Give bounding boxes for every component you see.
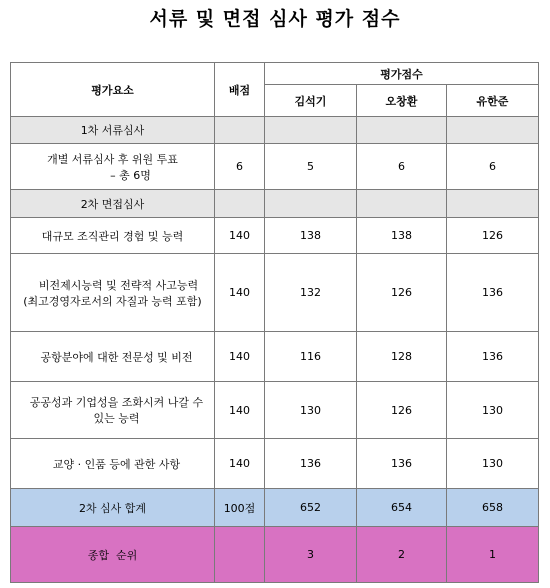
header-element: 평가요소 bbox=[11, 63, 215, 117]
row-score: 136 bbox=[447, 254, 539, 332]
rank-row bbox=[11, 527, 539, 583]
table-row bbox=[11, 439, 539, 489]
row-score: 138 bbox=[265, 218, 357, 254]
row-label: 비전제시능력 및 전략적 사고능력 (최고경영자로서의 자질과 능력 포함) bbox=[11, 254, 215, 332]
total-row bbox=[11, 489, 539, 527]
total-score: 652 bbox=[265, 489, 357, 527]
header-points: 배점 bbox=[215, 63, 265, 117]
row-points: 6 bbox=[215, 144, 265, 190]
total-score: 654 bbox=[357, 489, 447, 527]
row-score: 126 bbox=[447, 218, 539, 254]
row-score: 128 bbox=[357, 332, 447, 382]
row-label: 개별 서류심사 후 위원 투표 – 총 6명 bbox=[11, 144, 215, 190]
row-score: 130 bbox=[447, 382, 539, 439]
header-candidate-1: 김석기 bbox=[265, 85, 357, 117]
table-row bbox=[11, 382, 539, 439]
row-score: 6 bbox=[357, 144, 447, 190]
score-table bbox=[10, 62, 539, 583]
section-row-2 bbox=[11, 190, 539, 218]
rank-value: 1 bbox=[447, 527, 539, 583]
header-candidate-2: 오창환 bbox=[357, 85, 447, 117]
row-score: 136 bbox=[447, 332, 539, 382]
table-row bbox=[11, 218, 539, 254]
page-title: 서류 및 면접 심사 평가 점수 bbox=[149, 8, 401, 30]
row-label: 교양 · 인품 등에 관한 사항 bbox=[11, 439, 215, 489]
row-score: 6 bbox=[447, 144, 539, 190]
table-row bbox=[11, 254, 539, 332]
row-points: 140 bbox=[215, 254, 265, 332]
rank-value: 2 bbox=[357, 527, 447, 583]
row-score: 130 bbox=[265, 382, 357, 439]
header-scores: 평가점수 bbox=[265, 63, 539, 85]
row-points: 140 bbox=[215, 382, 265, 439]
row-points: 140 bbox=[215, 439, 265, 489]
total-label: 2차 심사 합계 bbox=[11, 489, 215, 527]
row-score: 126 bbox=[357, 382, 447, 439]
section-row-1 bbox=[11, 117, 539, 144]
table-row bbox=[11, 144, 539, 190]
header-row-1 bbox=[11, 63, 539, 85]
total-score: 658 bbox=[447, 489, 539, 527]
header-candidate-3: 유한준 bbox=[447, 85, 539, 117]
row-points: 140 bbox=[215, 332, 265, 382]
row-score: 130 bbox=[447, 439, 539, 489]
rank-label: 종합 순위 bbox=[11, 527, 215, 583]
row-score: 126 bbox=[357, 254, 447, 332]
row-score: 136 bbox=[357, 439, 447, 489]
row-score: 136 bbox=[265, 439, 357, 489]
row-points: 140 bbox=[215, 218, 265, 254]
row-label: 대규모 조직관리 경험 및 능력 bbox=[11, 218, 215, 254]
section-label: 1차 서류심사 bbox=[11, 117, 215, 144]
rank-value: 3 bbox=[265, 527, 357, 583]
row-score: 132 bbox=[265, 254, 357, 332]
table-row bbox=[11, 332, 539, 382]
total-points: 100점 bbox=[215, 489, 265, 527]
row-score: 5 bbox=[265, 144, 357, 190]
row-label: 공항분야에 대한 전문성 및 비전 bbox=[11, 332, 215, 382]
row-label: 공공성과 기업성을 조화시켜 나갈 수 있는 능력 bbox=[11, 382, 215, 439]
row-score: 138 bbox=[357, 218, 447, 254]
section-label: 2차 면접심사 bbox=[11, 190, 215, 218]
row-score: 116 bbox=[265, 332, 357, 382]
